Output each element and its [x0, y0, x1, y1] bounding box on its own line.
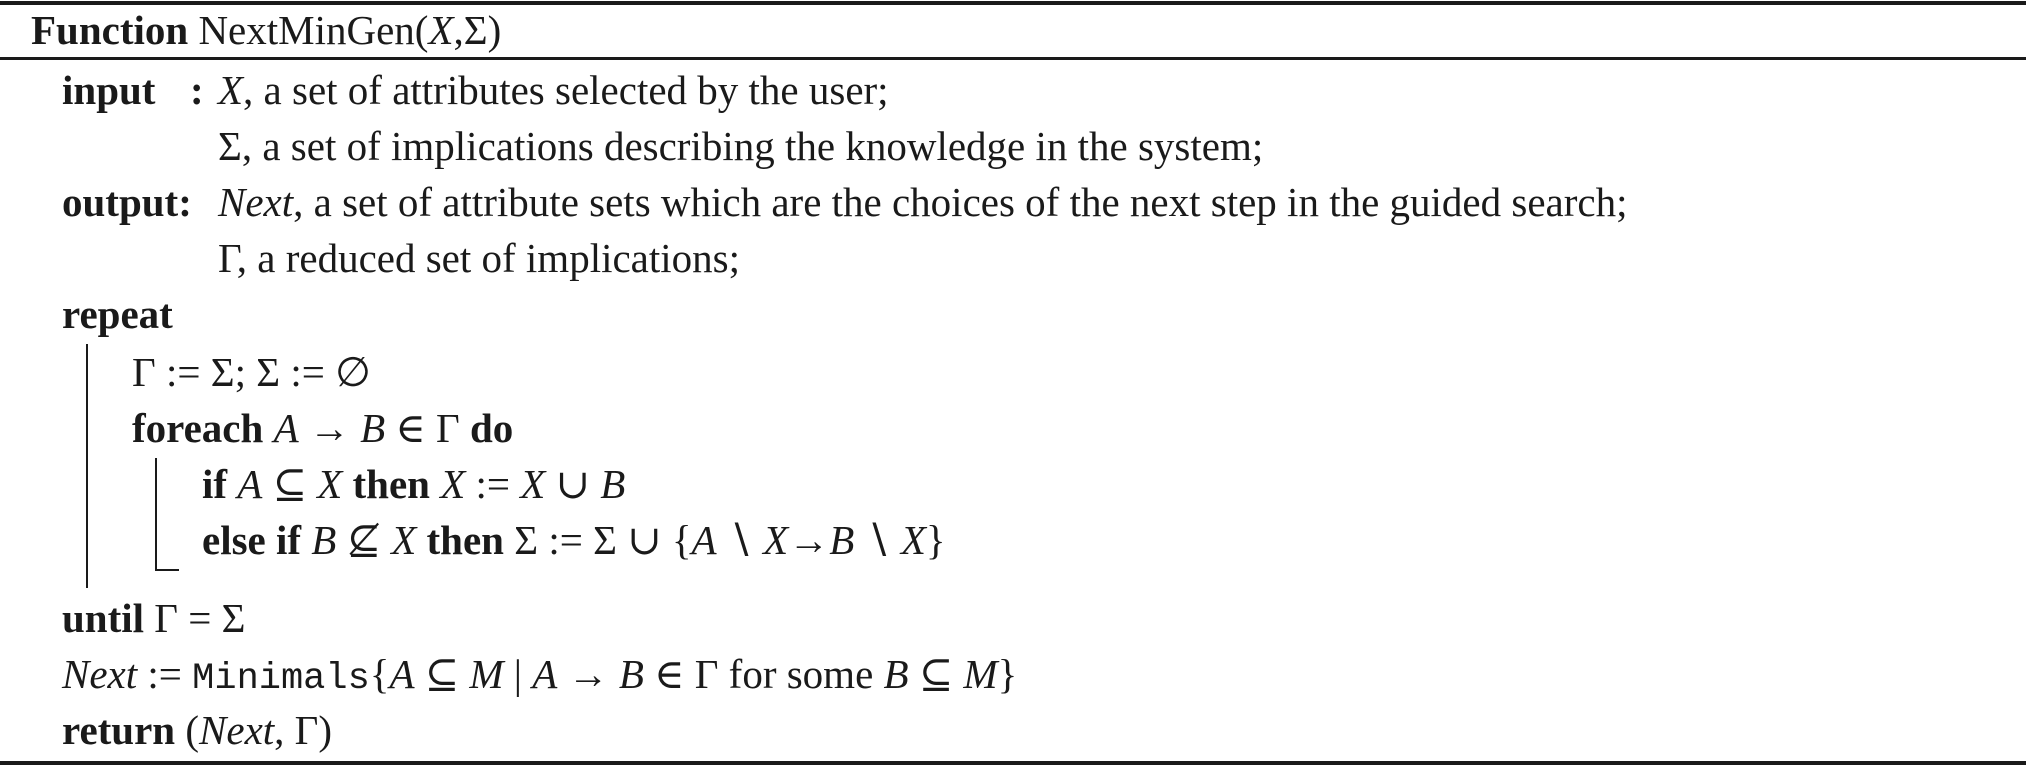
- then-b: B: [600, 461, 626, 507]
- return-keyword: return: [62, 707, 176, 753]
- foreach-block-foot: [155, 569, 179, 571]
- else-x: X: [391, 517, 417, 563]
- function-keyword: Function: [31, 7, 189, 53]
- else-if-line: [202, 517, 946, 563]
- return-line: [62, 707, 333, 753]
- else-then-keyword: then: [426, 517, 504, 563]
- min-a: A: [389, 651, 415, 697]
- min-b2: B: [883, 651, 909, 697]
- then-assign: :=: [465, 461, 521, 507]
- repeat-line: [62, 291, 173, 337]
- header-rule: [0, 57, 2026, 60]
- then-union: ∪: [545, 461, 601, 507]
- do-keyword: do: [469, 405, 514, 451]
- input-line-2: [218, 123, 1264, 169]
- min-close: }: [997, 651, 1018, 697]
- else-close: }: [925, 517, 946, 563]
- output-var-next: Next: [218, 179, 294, 225]
- else-notsubset: ⊈: [336, 517, 392, 563]
- min-open: {: [369, 651, 390, 697]
- then-x: X: [440, 461, 466, 507]
- min-subset2: ⊆: [908, 651, 964, 697]
- foreach-in: ∈ Γ: [385, 405, 470, 451]
- next-assign: :=: [137, 651, 193, 697]
- foreach-arrow: →: [298, 405, 361, 451]
- else-setminus-1: ∖: [716, 517, 764, 563]
- if-x: X: [317, 461, 343, 507]
- min-bar: |: [503, 651, 533, 697]
- min-a2: A: [532, 651, 558, 697]
- else-b2: B: [829, 517, 855, 563]
- until-keyword: until: [62, 595, 145, 641]
- top-rule: [0, 1, 2026, 5]
- assign-line: [132, 349, 371, 395]
- function-arg-x: X: [428, 7, 454, 53]
- min-m2: M: [963, 651, 998, 697]
- input-var-x: X: [218, 67, 244, 113]
- function-arg-rest: ,Σ): [453, 7, 502, 53]
- input-line-1-text: , a set of attributes selected by the user;: [243, 67, 889, 113]
- then-keyword: then: [352, 461, 430, 507]
- next-line: [62, 651, 1018, 700]
- output-line-1: [218, 179, 1628, 225]
- repeat-block-bar: [86, 344, 88, 588]
- input-colon-line: [190, 67, 204, 113]
- if-keyword: if: [202, 461, 228, 507]
- else-if-keyword: else if: [202, 517, 302, 563]
- input-label: input: [62, 67, 156, 113]
- next-var: Next: [62, 651, 138, 697]
- output-line-2: [218, 235, 741, 281]
- output-line-1-text: , a set of attribute sets which are the choices of the next step in the guided search;: [293, 179, 1628, 225]
- if-line: [202, 461, 626, 507]
- foreach-a: A: [273, 405, 299, 451]
- then-x2: X: [520, 461, 546, 507]
- else-x3: X: [900, 517, 926, 563]
- min-arrow: →: [557, 651, 619, 697]
- until-line: [62, 595, 246, 641]
- input-line-2-text: Σ, a set of implications describing the knowledge in the system;: [218, 123, 1264, 169]
- output-line-2-text: Γ, a reduced set of implications;: [218, 235, 741, 281]
- input-colon: :: [190, 67, 204, 113]
- minimals-fn: Minimals: [192, 658, 370, 700]
- min-b: B: [618, 651, 644, 697]
- else-setminus-2: ∖: [854, 517, 901, 563]
- foreach-block-bar: [155, 458, 157, 571]
- min-m: M: [469, 651, 504, 697]
- function-name: NextMinGen(: [198, 7, 429, 53]
- return-open: (: [175, 707, 200, 753]
- min-subset: ⊆: [414, 651, 470, 697]
- foreach-b: B: [360, 405, 386, 451]
- repeat-keyword: repeat: [62, 291, 173, 337]
- assign-text: Γ := Σ; Σ := ∅: [132, 349, 371, 395]
- output-label-line: [62, 179, 192, 225]
- if-subset: ⊆: [262, 461, 318, 507]
- input-label-line: [62, 67, 156, 113]
- function-header: [31, 7, 502, 53]
- min-in: ∈ Γ for some: [643, 651, 884, 697]
- else-arrow: →: [788, 517, 830, 563]
- else-b: B: [311, 517, 337, 563]
- else-assign: Σ := Σ ∪ {: [503, 517, 692, 563]
- if-a: A: [237, 461, 263, 507]
- else-x2: X: [763, 517, 789, 563]
- else-a: A: [691, 517, 717, 563]
- return-rest: , Γ): [274, 707, 333, 753]
- foreach-line: [132, 405, 514, 451]
- output-label: output:: [62, 179, 192, 225]
- bottom-rule: [0, 761, 2026, 765]
- until-expr: Γ = Σ: [144, 595, 246, 641]
- foreach-keyword: foreach: [132, 405, 264, 451]
- input-line-1: [218, 67, 889, 113]
- return-next: Next: [199, 707, 275, 753]
